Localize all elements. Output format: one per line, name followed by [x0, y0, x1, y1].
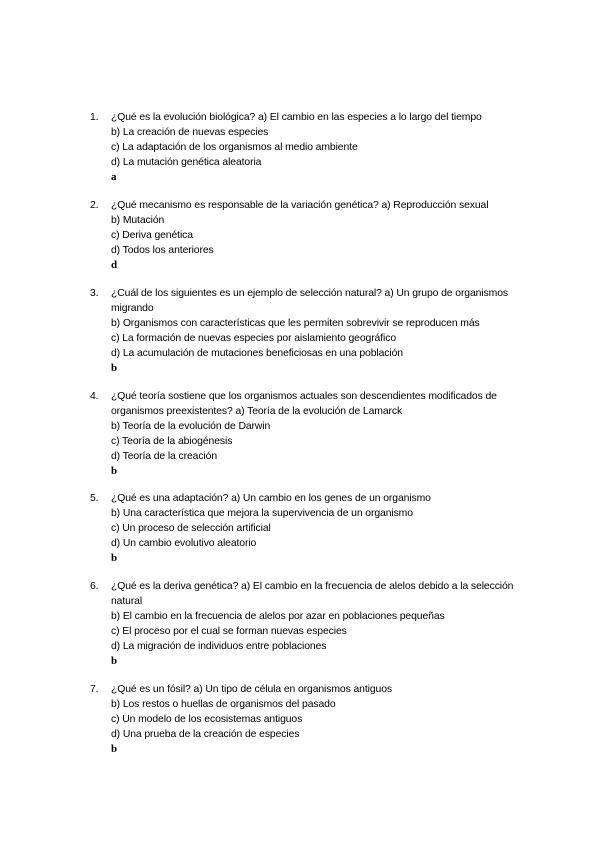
question-3: [90, 286, 530, 376]
option-c: c) Un modelo de los ecosistemas antiguos: [111, 714, 303, 725]
option-c: c) La formación de nuevas especies por aislamiento geográfico: [111, 333, 397, 344]
option-c: c) La adaptación de los organismos al medio ambiente: [111, 142, 358, 153]
option-b: b) La creación de nuevas especies: [111, 127, 269, 138]
answer-key: b: [111, 655, 118, 667]
question-number: 4.: [90, 391, 99, 402]
question-text: ¿Qué es una adaptación? a) Un cambio en los genes de un organismo: [111, 493, 431, 504]
question-header: [90, 286, 530, 316]
question-text: ¿Qué es la deriva genética? a) El cambio en la frecuencia de alelos debido a la selección natural: [111, 581, 514, 607]
question-number: 3.: [90, 288, 99, 299]
option-b: b) Una característica que mejora la supervivencia de un organismo: [111, 508, 413, 519]
question-text: ¿Qué mecanismo es responsable de la variación genética? a) Reproducción sexual: [111, 200, 489, 211]
option-b: b) Los restos o huellas de organismos del pasado: [111, 699, 336, 710]
answer-key: b: [111, 552, 118, 564]
option-d: d) Una prueba de la creación de especies: [111, 729, 300, 740]
question-header: [90, 491, 530, 506]
answer-key: b: [111, 743, 118, 755]
option-d: d) La mutación genética aleatoria: [111, 157, 262, 168]
option-d: d) Teoría de la creación: [111, 451, 217, 462]
option-c: c) Deriva genética: [111, 230, 193, 241]
question-1: [90, 110, 530, 185]
question-number: 1.: [90, 112, 99, 123]
question-number: 6.: [90, 581, 99, 592]
question-7: [90, 682, 530, 757]
question-text: ¿Cuál de los siguientes es un ejemplo de selección natural? a) Un grupo de organismos migrando: [111, 288, 508, 314]
question-text: ¿Qué es un fósil? a) Un tipo de célula en organismos antiguos: [111, 684, 392, 695]
question-4: [90, 389, 530, 479]
question-number: 2.: [90, 200, 99, 211]
option-b: b) Mutación: [111, 215, 165, 226]
question-number: 7.: [90, 684, 99, 695]
option-b: b) Teoría de la evolución de Darwin: [111, 421, 271, 432]
option-c: c) Teoría de la abiogénesis: [111, 436, 233, 447]
question-6: [90, 579, 530, 669]
question-text: ¿Qué es la evolución biológica? a) El cambio en las especies a lo largo del tiempo: [111, 112, 482, 123]
option-b: b) El cambio en la frecuencia de alelos por azar en poblaciones pequeñas: [111, 611, 445, 622]
question-2: [90, 198, 530, 273]
option-d: d) La acumulación de mutaciones beneficiosas en una población: [111, 348, 403, 359]
option-c: c) El proceso por el cual se forman nuevas especies: [111, 626, 347, 637]
question-header: [90, 682, 530, 697]
option-d: d) Un cambio evolutivo aleatorio: [111, 538, 257, 549]
question-text: ¿Qué teoría sostiene que los organismos actuales son descendientes modificados de organismos preexistentes? a) Teoría de la evolución de Lamarck: [111, 391, 497, 417]
option-b: b) Organismos con características que les permiten sobrevivir se reproducen más: [111, 318, 480, 329]
option-c: c) Un proceso de selección artificial: [111, 523, 271, 534]
answer-key: b: [111, 362, 118, 374]
question-header: [90, 389, 530, 419]
answer-key: d: [111, 259, 118, 271]
question-5: [90, 491, 530, 566]
question-header: [90, 579, 530, 609]
answer-key: a: [111, 171, 117, 183]
answer-key: b: [111, 465, 118, 477]
question-header: [90, 110, 530, 125]
question-header: [90, 198, 530, 213]
option-d: d) La migración de individuos entre poblaciones: [111, 641, 327, 652]
question-number: 5.: [90, 493, 99, 504]
option-d: d) Todos los anteriores: [111, 245, 214, 256]
